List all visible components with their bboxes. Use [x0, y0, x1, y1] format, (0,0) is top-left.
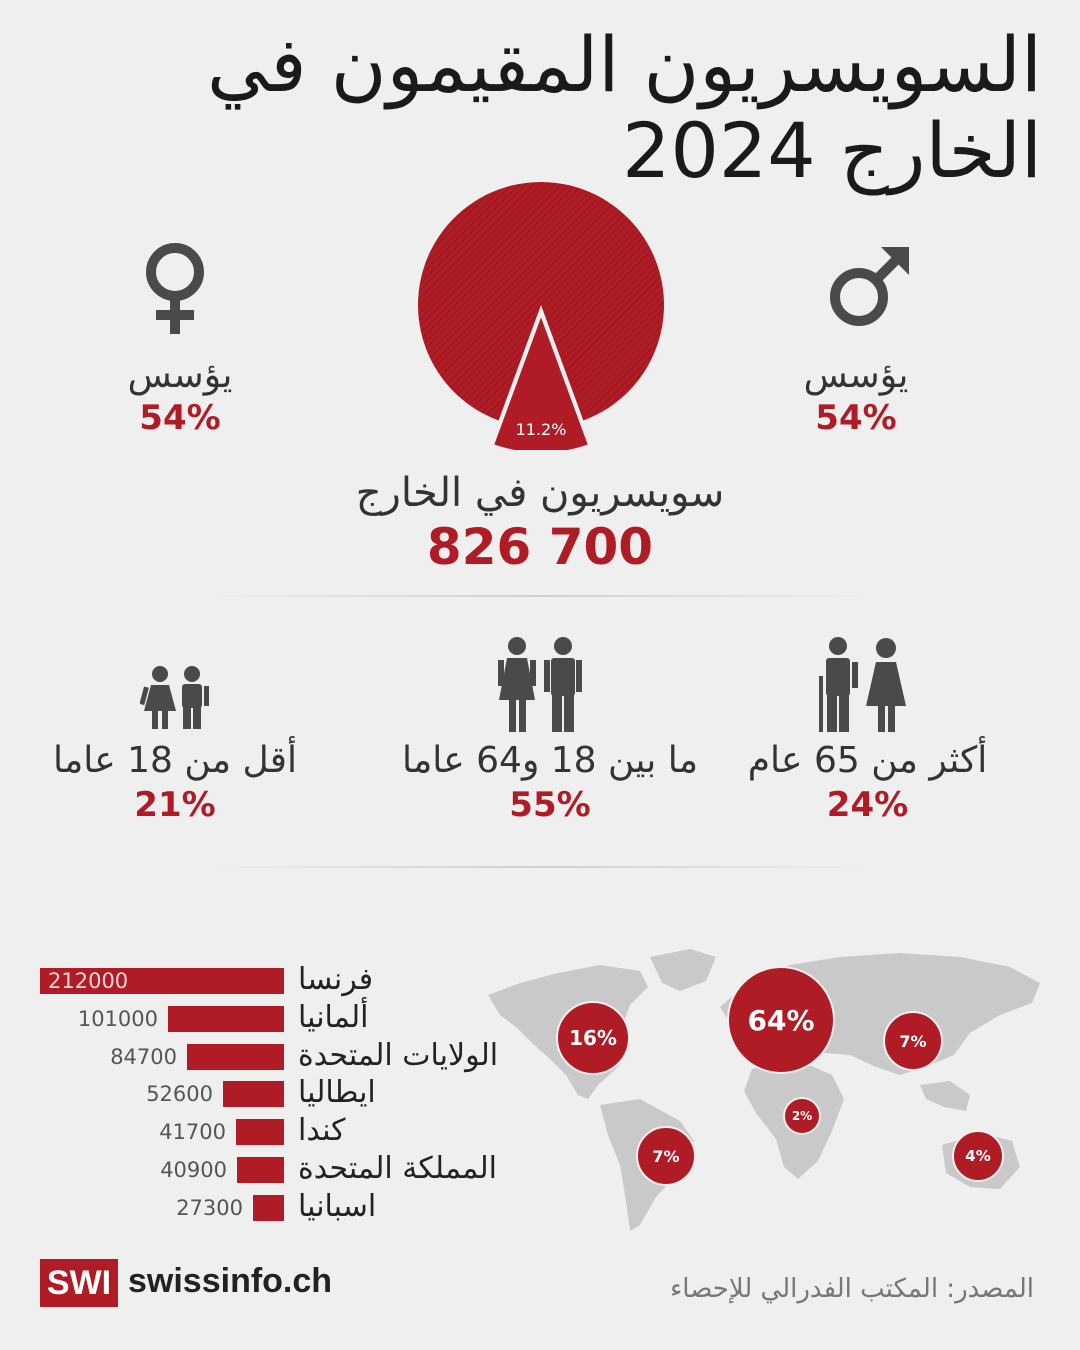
map-greenland: [650, 949, 716, 991]
bar: [187, 1044, 284, 1070]
bar-category-label: كندا: [298, 1113, 346, 1149]
bar: [168, 1006, 284, 1032]
elderly-couple-icon: [816, 636, 910, 734]
bubble-south-america: 7%: [636, 1126, 696, 1186]
bar: [237, 1157, 284, 1183]
age-over-65-percent: 24%: [826, 785, 909, 825]
bar-row: [0, 1151, 560, 1186]
age-18-64-percent: 55%: [509, 785, 591, 825]
bar: [253, 1195, 284, 1221]
bar-value-label: 41700: [159, 1120, 226, 1145]
bar-value-label: 101000: [77, 1006, 158, 1031]
bar: [223, 1081, 284, 1107]
bar-category-label: المملكة المتحدة: [298, 1151, 497, 1186]
bar-category-label: ألمانيا: [298, 999, 369, 1035]
female-label: يؤسس: [127, 355, 233, 396]
bar-row: [0, 1037, 560, 1073]
bar-value-label: 212000: [48, 969, 129, 993]
total-label: سويسريون في الخارج: [355, 470, 725, 516]
female-symbol-icon: [140, 240, 210, 340]
bar: [236, 1119, 284, 1145]
bar-value-label: 52600: [146, 1082, 213, 1107]
bar-value-label: 27300: [176, 1195, 243, 1220]
swi-logo: SWI: [40, 1259, 118, 1307]
age-18-64-label: ما بين 18 و64 عاما: [401, 740, 699, 781]
adults-icon: [497, 636, 587, 734]
bar-value-label: 84700: [110, 1044, 177, 1069]
age-under-18-label: أقل من 18 عاما: [52, 740, 298, 781]
female-percent: 54%: [139, 398, 221, 438]
section-divider-2: [200, 866, 880, 868]
age-under-18-percent: 21%: [134, 785, 216, 825]
swissinfo-logo-text: swissinfo.ch: [128, 1262, 333, 1300]
abroad-pie-chart: [410, 180, 670, 450]
bar-category-label: فرنسا: [298, 962, 374, 997]
bubble-north-america: 16%: [556, 1001, 630, 1075]
bar-category-label: اسبانيا: [298, 1188, 377, 1224]
male-symbol-icon: [823, 243, 913, 333]
total-value: 826 700: [426, 518, 654, 576]
bubble-oceania: 4%: [952, 1130, 1004, 1182]
age-over-65-label: أكثر من 65 عام: [747, 740, 988, 781]
title-line-2: الخارج 2024: [622, 106, 1042, 195]
bar-category-label: ايطاليا: [298, 1075, 376, 1111]
bar-value-label: 40900: [160, 1158, 227, 1182]
map-southeast-asia: [920, 1081, 970, 1111]
bar-row: [0, 999, 560, 1035]
bubble-europe: 64%: [727, 966, 835, 1074]
title-line-1: السويسريون المقيمون في: [206, 20, 1042, 109]
bubble-asia: 7%: [883, 1011, 943, 1071]
bubble-africa: 2%: [783, 1097, 821, 1135]
bar-category-label: الولايات المتحدة: [298, 1037, 499, 1073]
bar-row: [0, 1075, 560, 1111]
section-divider-1: [200, 595, 880, 597]
bar-row: [0, 962, 560, 997]
source-note: المصدر: المكتب الفدرالي للإحصاء: [670, 1274, 1034, 1304]
male-percent: 54%: [815, 398, 897, 438]
pie-slice-label: 11.2%: [515, 420, 567, 439]
bar-row: [0, 1188, 560, 1224]
children-icon: [140, 665, 212, 731]
bar-row: [0, 1113, 560, 1149]
page-title: [42, 22, 1042, 194]
male-label: يؤسس: [803, 355, 909, 396]
